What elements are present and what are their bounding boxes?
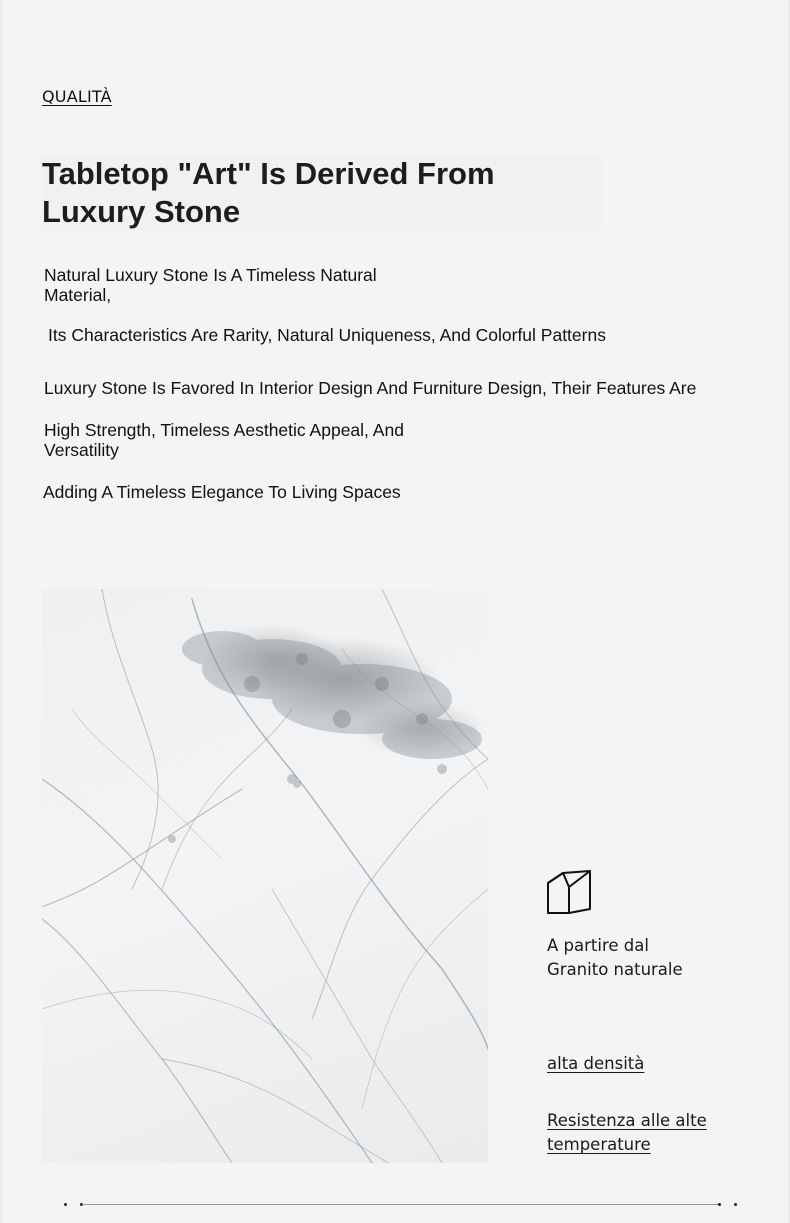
marble-veins (42, 589, 488, 1163)
divider-dot-right-1 (718, 1203, 721, 1206)
density-feature: alta densità (547, 1054, 645, 1073)
origin-line-1: A partire dal (547, 936, 649, 955)
footer-divider (82, 1204, 718, 1205)
section-label: QUALITÀ (42, 87, 112, 106)
title-line-1: Tabletop "Art" Is Derived From (42, 156, 495, 191)
marble-image (42, 589, 488, 1163)
paragraph-2: Its Characteristics Are Rarity, Natural Uniqueness, And Colorful Patterns (48, 325, 606, 345)
title-line-2: Luxury Stone (42, 194, 241, 229)
origin-line-2: Granito naturale (547, 960, 683, 979)
paragraph-4: High Strength, Timeless Aesthetic Appeal, And Versatility (44, 420, 404, 460)
paragraph-5: Adding A Timeless Elegance To Living Spaces (43, 482, 401, 502)
paragraph-3: Luxury Stone Is Favored In Interior Design And Furniture Design, Their Features Are (44, 378, 697, 398)
page-title (42, 155, 602, 231)
material-origin (547, 934, 747, 982)
paragraph-1: Natural Luxury Stone Is A Timeless Natural Material, (44, 265, 377, 305)
house-icon (546, 869, 592, 915)
divider-dot-left-1 (64, 1203, 67, 1206)
heat-resistance-feature: Resistenza alle alte temperature (547, 1111, 707, 1154)
divider-dot-right-2 (734, 1203, 737, 1206)
